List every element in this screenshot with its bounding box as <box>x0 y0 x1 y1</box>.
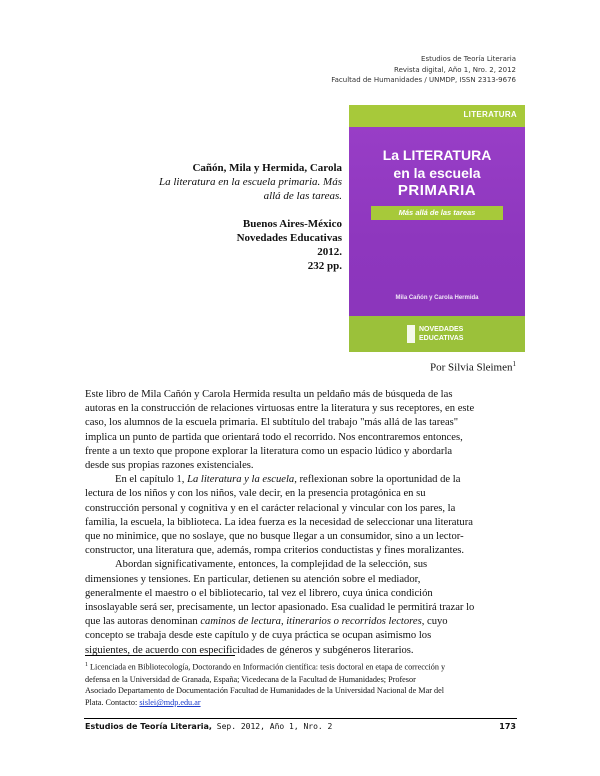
running-header <box>331 54 516 86</box>
contact-email-link[interactable]: sislei@mdp.edu.ar <box>139 698 201 708</box>
chapter-title: La literatura y la escuela <box>187 474 295 486</box>
text-line <box>85 473 516 487</box>
footnote-line: Asociado Departamento de Documentación Facultad de Humanidades de la Universidad Nacional de Mar del <box>85 686 444 696</box>
cover-publisher-line2: EDUCATIVAS <box>419 335 464 342</box>
book-authors: Cañón, Mila y Hermida, Carola <box>192 162 342 174</box>
footer-citation <box>85 722 332 731</box>
cover-title-line3: PRIMARIA <box>397 182 477 199</box>
review-byline <box>430 360 516 374</box>
book-pages: 232 pp. <box>307 260 342 273</box>
book-title-line1: La literatura en la escuela primaria. Más <box>158 176 342 189</box>
text-line: lectura de los niños y con los niños, vale decir, en la presencia protagónica en su <box>85 488 426 500</box>
footer-divider <box>84 718 517 719</box>
text-line: que no minimice, que no soslaye, que no busque llegar a un consumidor, sino a un lector- <box>85 531 464 543</box>
text-line: familia, la escuela, la biblioteca. La idea fuerza es la necesidad de seleccionar una literatura <box>85 516 473 528</box>
cover-authors: Mila Cañón y Carola Hermida <box>395 295 479 301</box>
text-run: , reflexionan sobre la oportunidad de la <box>294 474 461 486</box>
text-run: En el capítulo 1, <box>115 474 188 486</box>
footer-details: Sep. 2012, Año 1, Nro. 2 <box>211 722 333 731</box>
header-issue: Revista digital, Año 1, Nro. 2, 2012 <box>394 65 516 74</box>
footnote-line: defensa en la Universidad de Granada, España; Vicedecana de la Facultad de Humanidades; Profesor <box>85 674 416 684</box>
text-line: desde sus propias razones existenciales. <box>85 460 254 472</box>
paragraph-3 <box>85 558 516 657</box>
book-cover-image <box>349 105 525 352</box>
book-city: Buenos Aires-México <box>242 217 342 230</box>
text-line: implica un punto de partida que orientará todo el recorrido. Nos encontraremos entonces, <box>85 431 463 443</box>
text-line: Abordan significativamente, entonces, la complejidad de la selección, sus <box>115 559 428 571</box>
footnote <box>85 660 516 709</box>
text-line: constructor, una literatura que, además, rompa criterios conductistas y fines moralizantes. <box>85 545 465 557</box>
book-reference <box>159 161 342 273</box>
cover-series-bar <box>349 105 525 127</box>
page-number: 173 <box>499 722 516 731</box>
text-run: , cuyo <box>421 616 448 628</box>
footnote-text: Licenciada en Bibliotecología, Doctorando en Información científica: tesis doctoral en etapa de corrección y <box>88 662 446 672</box>
footer-journal: Estudios de Teoría Literaria, <box>85 722 212 731</box>
header-journal: Estudios de Teoría Literaria <box>421 55 516 63</box>
book-year: 2012. <box>317 246 342 259</box>
text-line: construcción personal y cognitiva y en el carácter relacional y vincular con los pares, la <box>85 502 456 514</box>
footnote-line <box>85 697 516 709</box>
cover-series: LITERATURA <box>463 110 517 119</box>
paragraph-2 <box>85 473 516 558</box>
text-line <box>85 615 516 629</box>
text-line: frente a un texto que propone explorar la literatura como un espacio lúdico y abordarla <box>85 445 453 457</box>
header-faculty: Facultad de Humanidades / UNMDP, ISSN 2313-9676 <box>331 76 516 84</box>
footnote-text: Plata. Contacto: <box>85 698 140 708</box>
cover-subtitle: Más allá de las tareas <box>371 206 503 220</box>
text-line: caso, los alumnos de la escuela primaria. El subtítulo del trabajo "más allá de las tareas" <box>85 417 459 429</box>
footnote-marker: 1 <box>85 662 88 668</box>
cover-publisher-line1: NOVEDADES <box>419 326 464 333</box>
cover-publisher-band <box>349 316 525 352</box>
text-line: Este libro de Mila Cañón y Carola Hermida resulta un peldaño más de búsqueda de las <box>85 389 453 400</box>
book-publisher: Novedades Educativas <box>236 231 342 244</box>
cover-title-line1: La LITERATURA <box>382 147 492 163</box>
footnote-line <box>85 660 516 674</box>
text-run: que las autoras denominan <box>85 616 201 628</box>
text-line: concepto se trabaja desde este capítulo y de cuya práctica se ocupan asimismo los <box>85 630 432 642</box>
book-title-line2: allá de las tareas. <box>263 190 342 203</box>
emphasis-term: caminos de lectura, itinerarios o recorridos lectores <box>200 616 422 628</box>
text-line: generalmente el maestro o el bibliotecario, tal vez el librero, cuya única condición <box>85 587 433 599</box>
paragraph-1 <box>85 388 516 473</box>
footnote-divider <box>85 655 235 656</box>
text-line: insoslayable será ser, precisamente, un lector apasionado. Esa cualidad le permitirá trazar lo <box>85 602 475 614</box>
text-line: dimensiones y tensiones. En particular, detienen su atención sobre el mediador, <box>85 573 421 585</box>
cover-title-line2: en la escuela <box>393 165 481 181</box>
footnote-ref[interactable]: 1 <box>512 360 516 368</box>
review-body <box>85 388 516 658</box>
text-line: autoras en la construcción de relaciones virtuosas entre la literatura y sus receptores, en este <box>85 403 475 415</box>
text-line: siguientes, de acuerdo con especificidades de géneros y subgéneros literarios. <box>85 644 414 656</box>
publisher-logo-icon <box>407 325 415 343</box>
byline-text: Por Silvia Sleimen <box>430 361 513 374</box>
